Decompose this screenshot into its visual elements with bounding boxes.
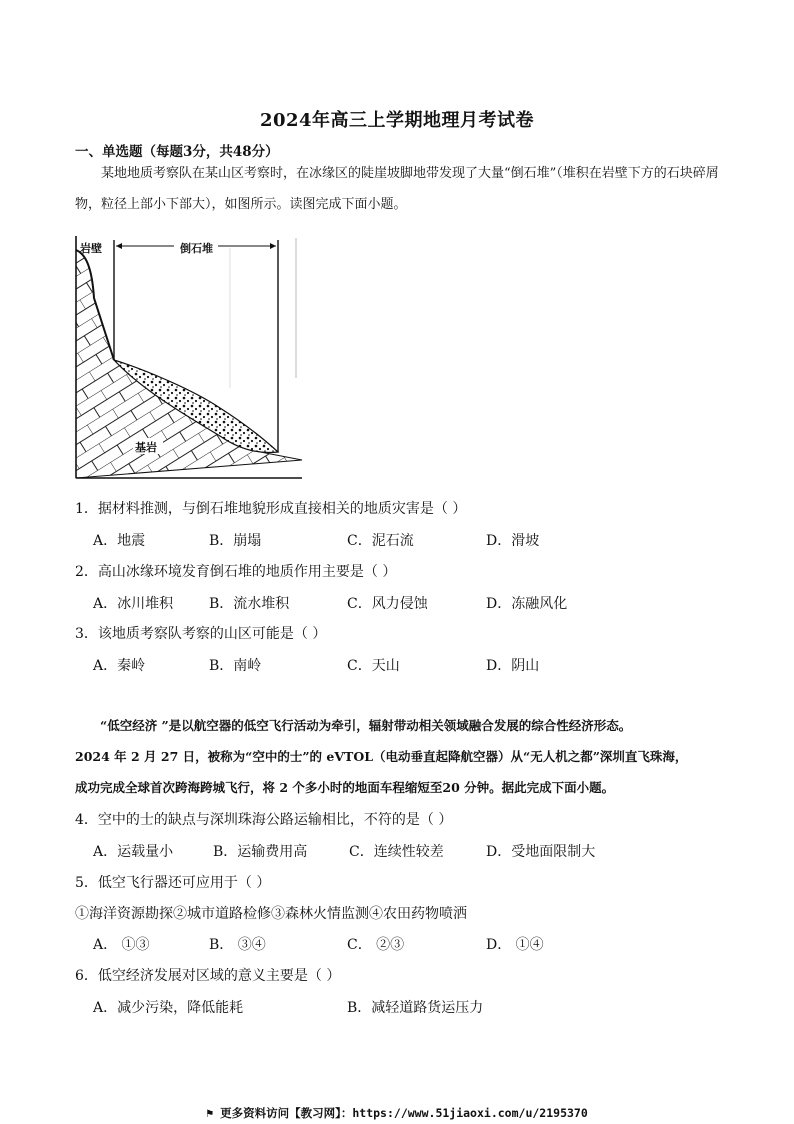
option-c[interactable]: C． ②③ [347,937,405,953]
flag-icon: ⚑ [206,1106,214,1120]
option-d[interactable]: D．冻融风化 [486,596,568,612]
option-d[interactable]: D．滑坡 [486,533,540,549]
option-b[interactable]: B．崩塌 [209,533,262,549]
passage-talus: 某地地质考察队在某山区考察时，在冰缘区的陡崖坡脚地带发现了大量“倒石堆”（堆积在岩壁下方的石块碎屑物，粒径上部小下部大），如图所示。读图完成下面小题。 [75,166,719,212]
option-b[interactable]: B．南岭 [209,658,262,674]
option-a[interactable]: A．地震 [93,533,146,549]
footer-link[interactable]: 更多资料访问【教习网】：https://www.51jiaoxi.com/u/2195370 [220,1106,588,1120]
question-5-choices: ①海洋资源勘探②城市道路检修③森林火情监测④农田药物喷洒 [75,906,467,922]
option-d[interactable]: D．受地面限制大 [486,844,596,860]
option-d[interactable]: D． ①④ [486,937,544,953]
option-c[interactable]: C．连续性较差 [349,844,444,860]
label-bedrock: 基岩 [135,441,157,454]
question-5: 5．低空飞行器还可应用于（ ） [75,875,271,891]
option-a[interactable]: A．运载量小 [93,844,174,860]
passage2-line1: “低空经济 ”是以航空器的低空飞行活动为牵引，辐射带动相关领域融合发展的综合性经济形态。 [100,718,632,733]
question-3: 3．该地质考察队考察的山区可能是（ ） [75,626,327,642]
question-1: 1．据材料推测，与倒石堆地貌形成直接相关的地质灾害是（ ） [75,501,467,517]
option-a[interactable]: A． ①③ [93,937,150,953]
option-a[interactable]: A．减少污染，降低能耗 [93,1000,244,1016]
passage-low-altitude-economy [75,710,720,803]
option-b[interactable]: B． ③④ [209,937,266,953]
option-d[interactable]: D．阴山 [486,658,540,674]
question-2: 2．高山冰缘环境发育倒石堆的地质作用主要是（ ） [75,564,397,580]
question-4: 4．空中的士的缺点与深圳珠海公路运输相比，不符的是（ ） [75,812,453,828]
option-b[interactable]: B．流水堆积 [209,596,290,612]
label-talus: 倒石堆 [180,242,213,255]
question-6: 6．低空经济发展对区域的意义主要是（ ） [75,968,341,984]
passage2-line2: 2024 年 2 月 27 日，被称为“空中的士”的 eVTOL（电动垂直起降航空器）从“无人机之都”深圳直飞珠海， [75,749,688,764]
option-b[interactable]: B．减轻道路货运压力 [347,1000,484,1016]
section-heading: 一、单选题（每题3分，共48分） [75,144,279,160]
option-c[interactable]: C．天山 [347,658,400,674]
option-b[interactable]: B．运输费用高 [213,844,308,860]
talus-diagram [70,228,310,480]
footer [0,1105,794,1121]
page-title: 2024年高三上学期地理月考试卷 [259,110,535,131]
option-c[interactable]: C．风力侵蚀 [347,596,428,612]
option-a[interactable]: A．冰川堆积 [93,596,174,612]
label-wall: 岩壁 [80,242,102,255]
option-a[interactable]: A．秦岭 [93,658,146,674]
passage2-line3: 成功完成全球首次跨海跨城飞行，将 2 个多小时的地面车程缩短至20 分钟。据此完成下面小题。 [75,780,615,795]
option-c[interactable]: C．泥石流 [347,533,414,549]
